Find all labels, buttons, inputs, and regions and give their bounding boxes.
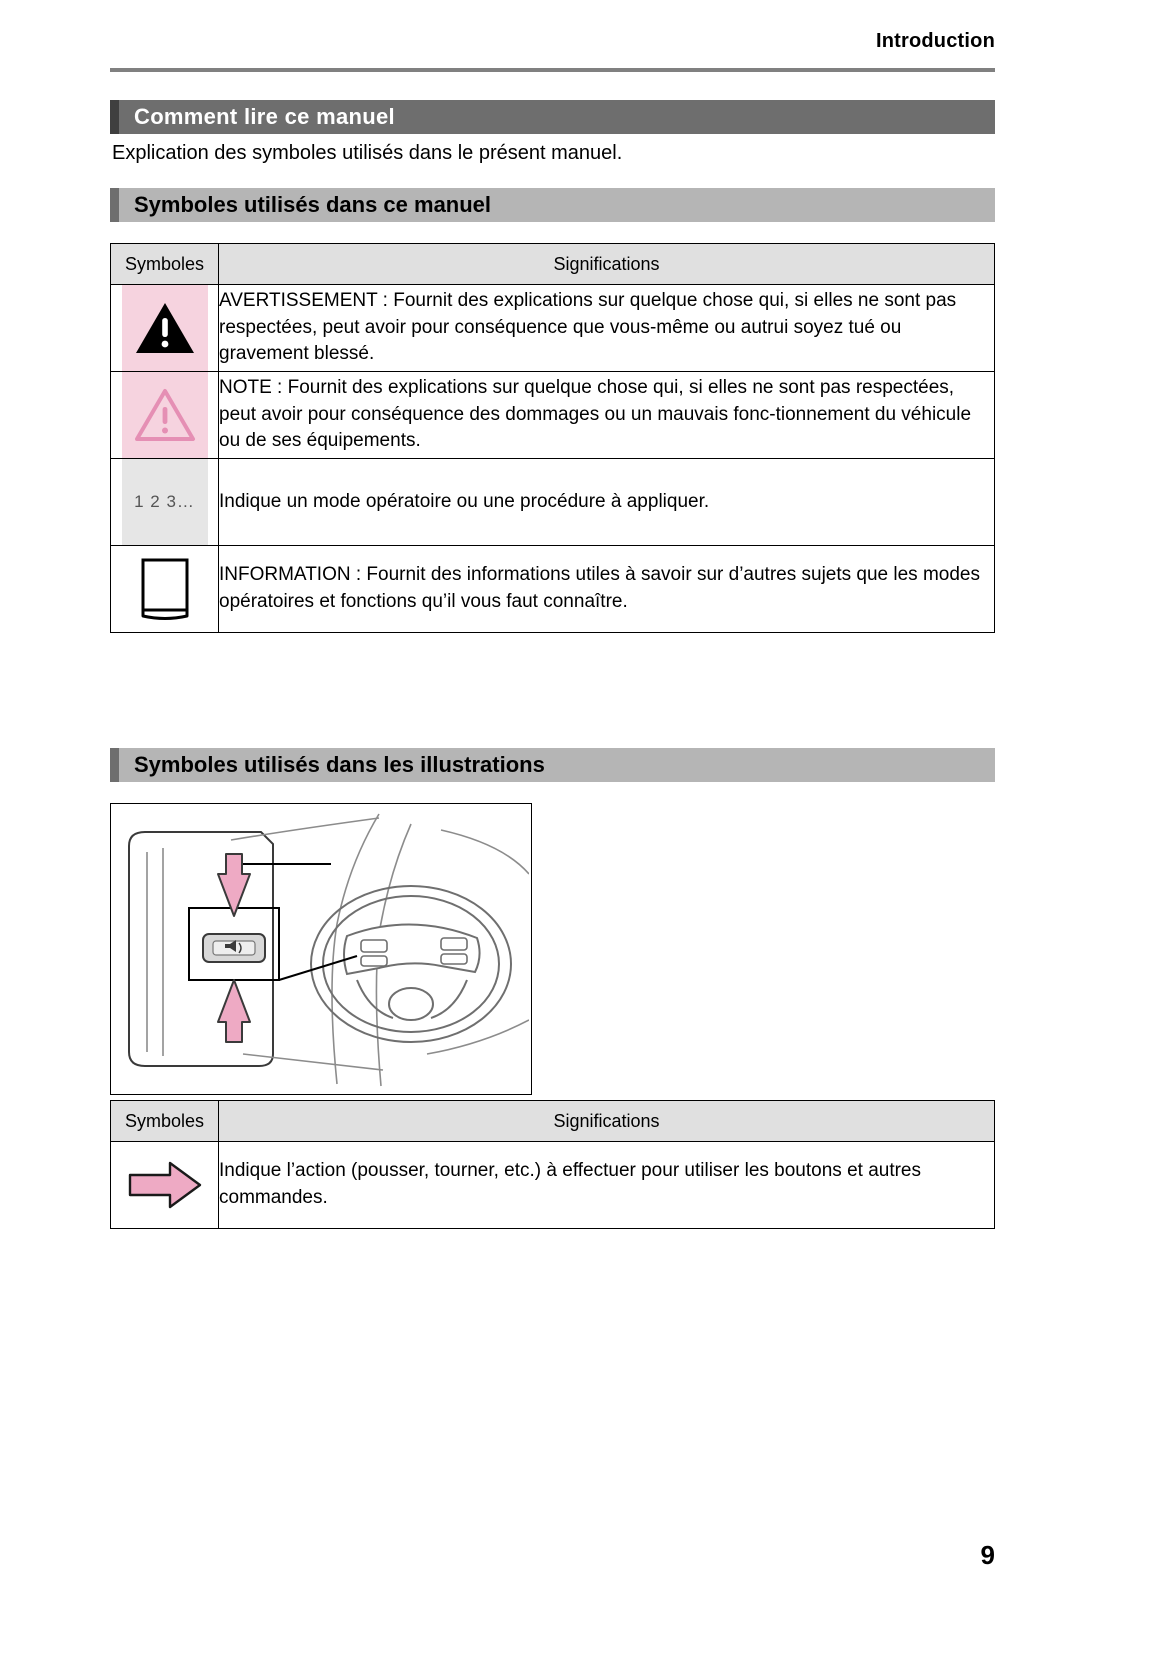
table-header-row bbox=[111, 1101, 995, 1142]
subsection-heading-manual-symbols: Symboles utilisés dans ce manuel bbox=[110, 188, 995, 222]
manual-symbols-table bbox=[110, 243, 995, 633]
symbol-cell-arrow bbox=[111, 1142, 219, 1229]
meaning-cell-warning: AVERTISSEMENT : Fournit des explications sur quelque chose qui, si elles ne sont pas respectées, peut avoir pour conséquence que vous-même ou autrui soyez tué ou gravement blessé. bbox=[219, 285, 995, 372]
page-number: 9 bbox=[980, 1540, 995, 1570]
steps-numbers-icon bbox=[122, 459, 208, 545]
meaning-cell-information: INFORMATION : Fournit des informations utiles à savoir sur d’autres sujets que les modes opératoires et fonctions qu’il vous faut connaître. bbox=[219, 546, 995, 633]
table-row bbox=[111, 372, 995, 459]
meaning-cell-steps: Indique un mode opératoire ou une procédure à appliquer. bbox=[219, 459, 995, 546]
symbol-cell-warning bbox=[111, 285, 219, 372]
section-title-bar: Comment lire ce manuel bbox=[110, 100, 995, 134]
warning-triangle-filled-icon bbox=[122, 285, 208, 371]
subsection-heading-illustration-symbols: Symboles utilisés dans les illustrations bbox=[110, 748, 995, 782]
symbol-cell-information bbox=[111, 546, 219, 633]
column-header-meanings: Significations bbox=[219, 1101, 995, 1142]
table-header-row bbox=[111, 244, 995, 285]
caution-triangle-outline-icon bbox=[122, 372, 208, 458]
symbol-cell-steps bbox=[111, 459, 219, 546]
symbol-cell-note bbox=[111, 372, 219, 459]
intro-paragraph: Explication des symboles utilisés dans le présent manuel. bbox=[112, 142, 623, 164]
steering-wheel-switch-illustration bbox=[110, 803, 532, 1095]
illustration-symbols-table bbox=[110, 1100, 995, 1229]
book-icon bbox=[122, 546, 208, 632]
table-row bbox=[111, 1142, 995, 1229]
header-divider bbox=[110, 68, 995, 72]
column-header-symbols: Symboles bbox=[111, 1101, 219, 1142]
meaning-cell-arrow: Indique l’action (pousser, tourner, etc.) à effectuer pour utiliser les boutons et autres commandes. bbox=[219, 1142, 995, 1229]
meaning-cell-note: NOTE : Fournit des explications sur quelque chose qui, si elles ne sont pas respectées, peut avoir pour conséquence des dommages ou un mauvais fonc-tionnement du véhicule ou de ses équipements. bbox=[219, 372, 995, 459]
table-row bbox=[111, 546, 995, 633]
page-header-section: Introduction bbox=[875, 30, 995, 52]
steps-numbers-label: 1 2 3… bbox=[134, 492, 195, 511]
table-row bbox=[111, 459, 995, 546]
column-header-symbols: Symboles bbox=[111, 244, 219, 285]
table-row bbox=[111, 285, 995, 372]
pink-arrow-right-icon bbox=[122, 1142, 208, 1228]
column-header-meanings: Significations bbox=[219, 244, 995, 285]
